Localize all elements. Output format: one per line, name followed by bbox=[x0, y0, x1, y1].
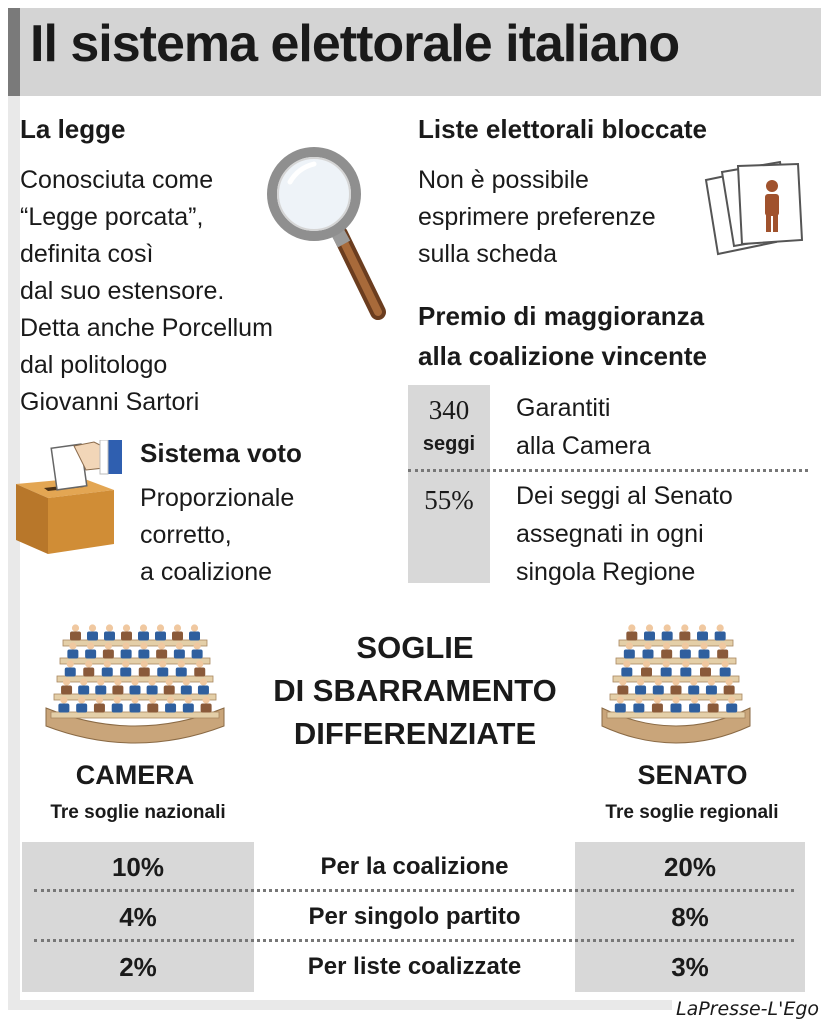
premio-table bbox=[408, 385, 808, 586]
premio-desc-line: alla Camera bbox=[516, 432, 651, 460]
ballot-box-icon bbox=[14, 440, 134, 556]
camera-threshold: 4% bbox=[119, 902, 157, 932]
camera-threshold: 2% bbox=[119, 952, 157, 982]
camera-threshold: 10% bbox=[111, 852, 165, 882]
premio-desc-line: assegnati in ogni bbox=[516, 520, 704, 548]
senato-parliament-icon bbox=[596, 614, 756, 748]
ballot-papers-icon bbox=[702, 158, 806, 258]
premio-value: 55% bbox=[424, 485, 474, 515]
table-row bbox=[22, 892, 805, 942]
threshold-label: Per singolo partito bbox=[308, 903, 521, 930]
legge-line: dal politologo bbox=[20, 351, 168, 379]
soglie-title-line: DIFFERENZIATE bbox=[293, 716, 537, 751]
magnifying-glass-icon bbox=[262, 146, 392, 322]
soglie-title bbox=[250, 626, 580, 755]
legge-line: “Legge porcata”, bbox=[20, 203, 204, 231]
premio-title-line: alla coalizione vincente bbox=[418, 341, 707, 371]
legge-line: Giovanni Sartori bbox=[20, 388, 200, 416]
camera-parliament-icon bbox=[40, 614, 230, 748]
senato-threshold: 20% bbox=[663, 852, 717, 882]
voto-line: Proporzionale bbox=[140, 484, 295, 512]
soglie-title-line: DI SBARRAMENTO bbox=[273, 673, 557, 708]
premio-separator bbox=[408, 469, 808, 472]
premio-title bbox=[418, 296, 707, 376]
legge-line: definita così bbox=[20, 240, 154, 268]
page-title: Il sistema elettorale italiano bbox=[30, 15, 680, 73]
camera-label: CAMERA bbox=[75, 760, 195, 790]
threshold-label: Per liste coalizzate bbox=[307, 953, 522, 980]
legge-line: dal suo estensore. bbox=[20, 277, 225, 305]
senato-label: SENATO bbox=[637, 760, 748, 790]
premio-value: 340 bbox=[428, 395, 470, 425]
table-row bbox=[22, 942, 805, 992]
voto-line: corretto, bbox=[140, 521, 232, 549]
premio-unit: seggi bbox=[422, 433, 476, 455]
camera-subtitle: Tre soglie nazionali bbox=[50, 802, 226, 823]
threshold-label: Per la coalizione bbox=[320, 853, 509, 880]
table-row bbox=[22, 842, 805, 892]
liste-line: esprimere preferenze bbox=[418, 203, 656, 231]
voto-text bbox=[140, 480, 400, 591]
premio-desc-line: Dei seggi al Senato bbox=[516, 482, 733, 510]
legge-line: Detta anche Porcellum bbox=[20, 314, 273, 342]
legge-title: La legge bbox=[20, 114, 126, 144]
liste-title: Liste elettorali bloccate bbox=[418, 114, 707, 144]
premio-title-line: Premio di maggioranza bbox=[418, 301, 705, 331]
soglie-title-line: SOGLIE bbox=[356, 630, 474, 665]
soglie-table bbox=[22, 842, 805, 992]
voto-line: a coalizione bbox=[140, 558, 273, 586]
liste-text bbox=[418, 162, 718, 273]
credit-text: LaPresse-L'Ego bbox=[672, 998, 823, 1020]
senato-threshold: 3% bbox=[671, 952, 709, 982]
liste-line: Non è possibile bbox=[418, 166, 589, 194]
header-accent bbox=[8, 8, 20, 96]
voto-title: Sistema voto bbox=[140, 438, 302, 468]
premio-desc-line: singola Regione bbox=[516, 558, 696, 586]
senato-subtitle: Tre soglie regionali bbox=[605, 802, 779, 823]
premio-desc bbox=[516, 477, 808, 591]
premio-desc-line: Garantiti bbox=[516, 394, 611, 422]
liste-line: sulla scheda bbox=[418, 240, 557, 268]
senato-threshold: 8% bbox=[671, 902, 709, 932]
legge-line: Conosciuta come bbox=[20, 166, 214, 194]
premio-desc bbox=[516, 389, 808, 465]
